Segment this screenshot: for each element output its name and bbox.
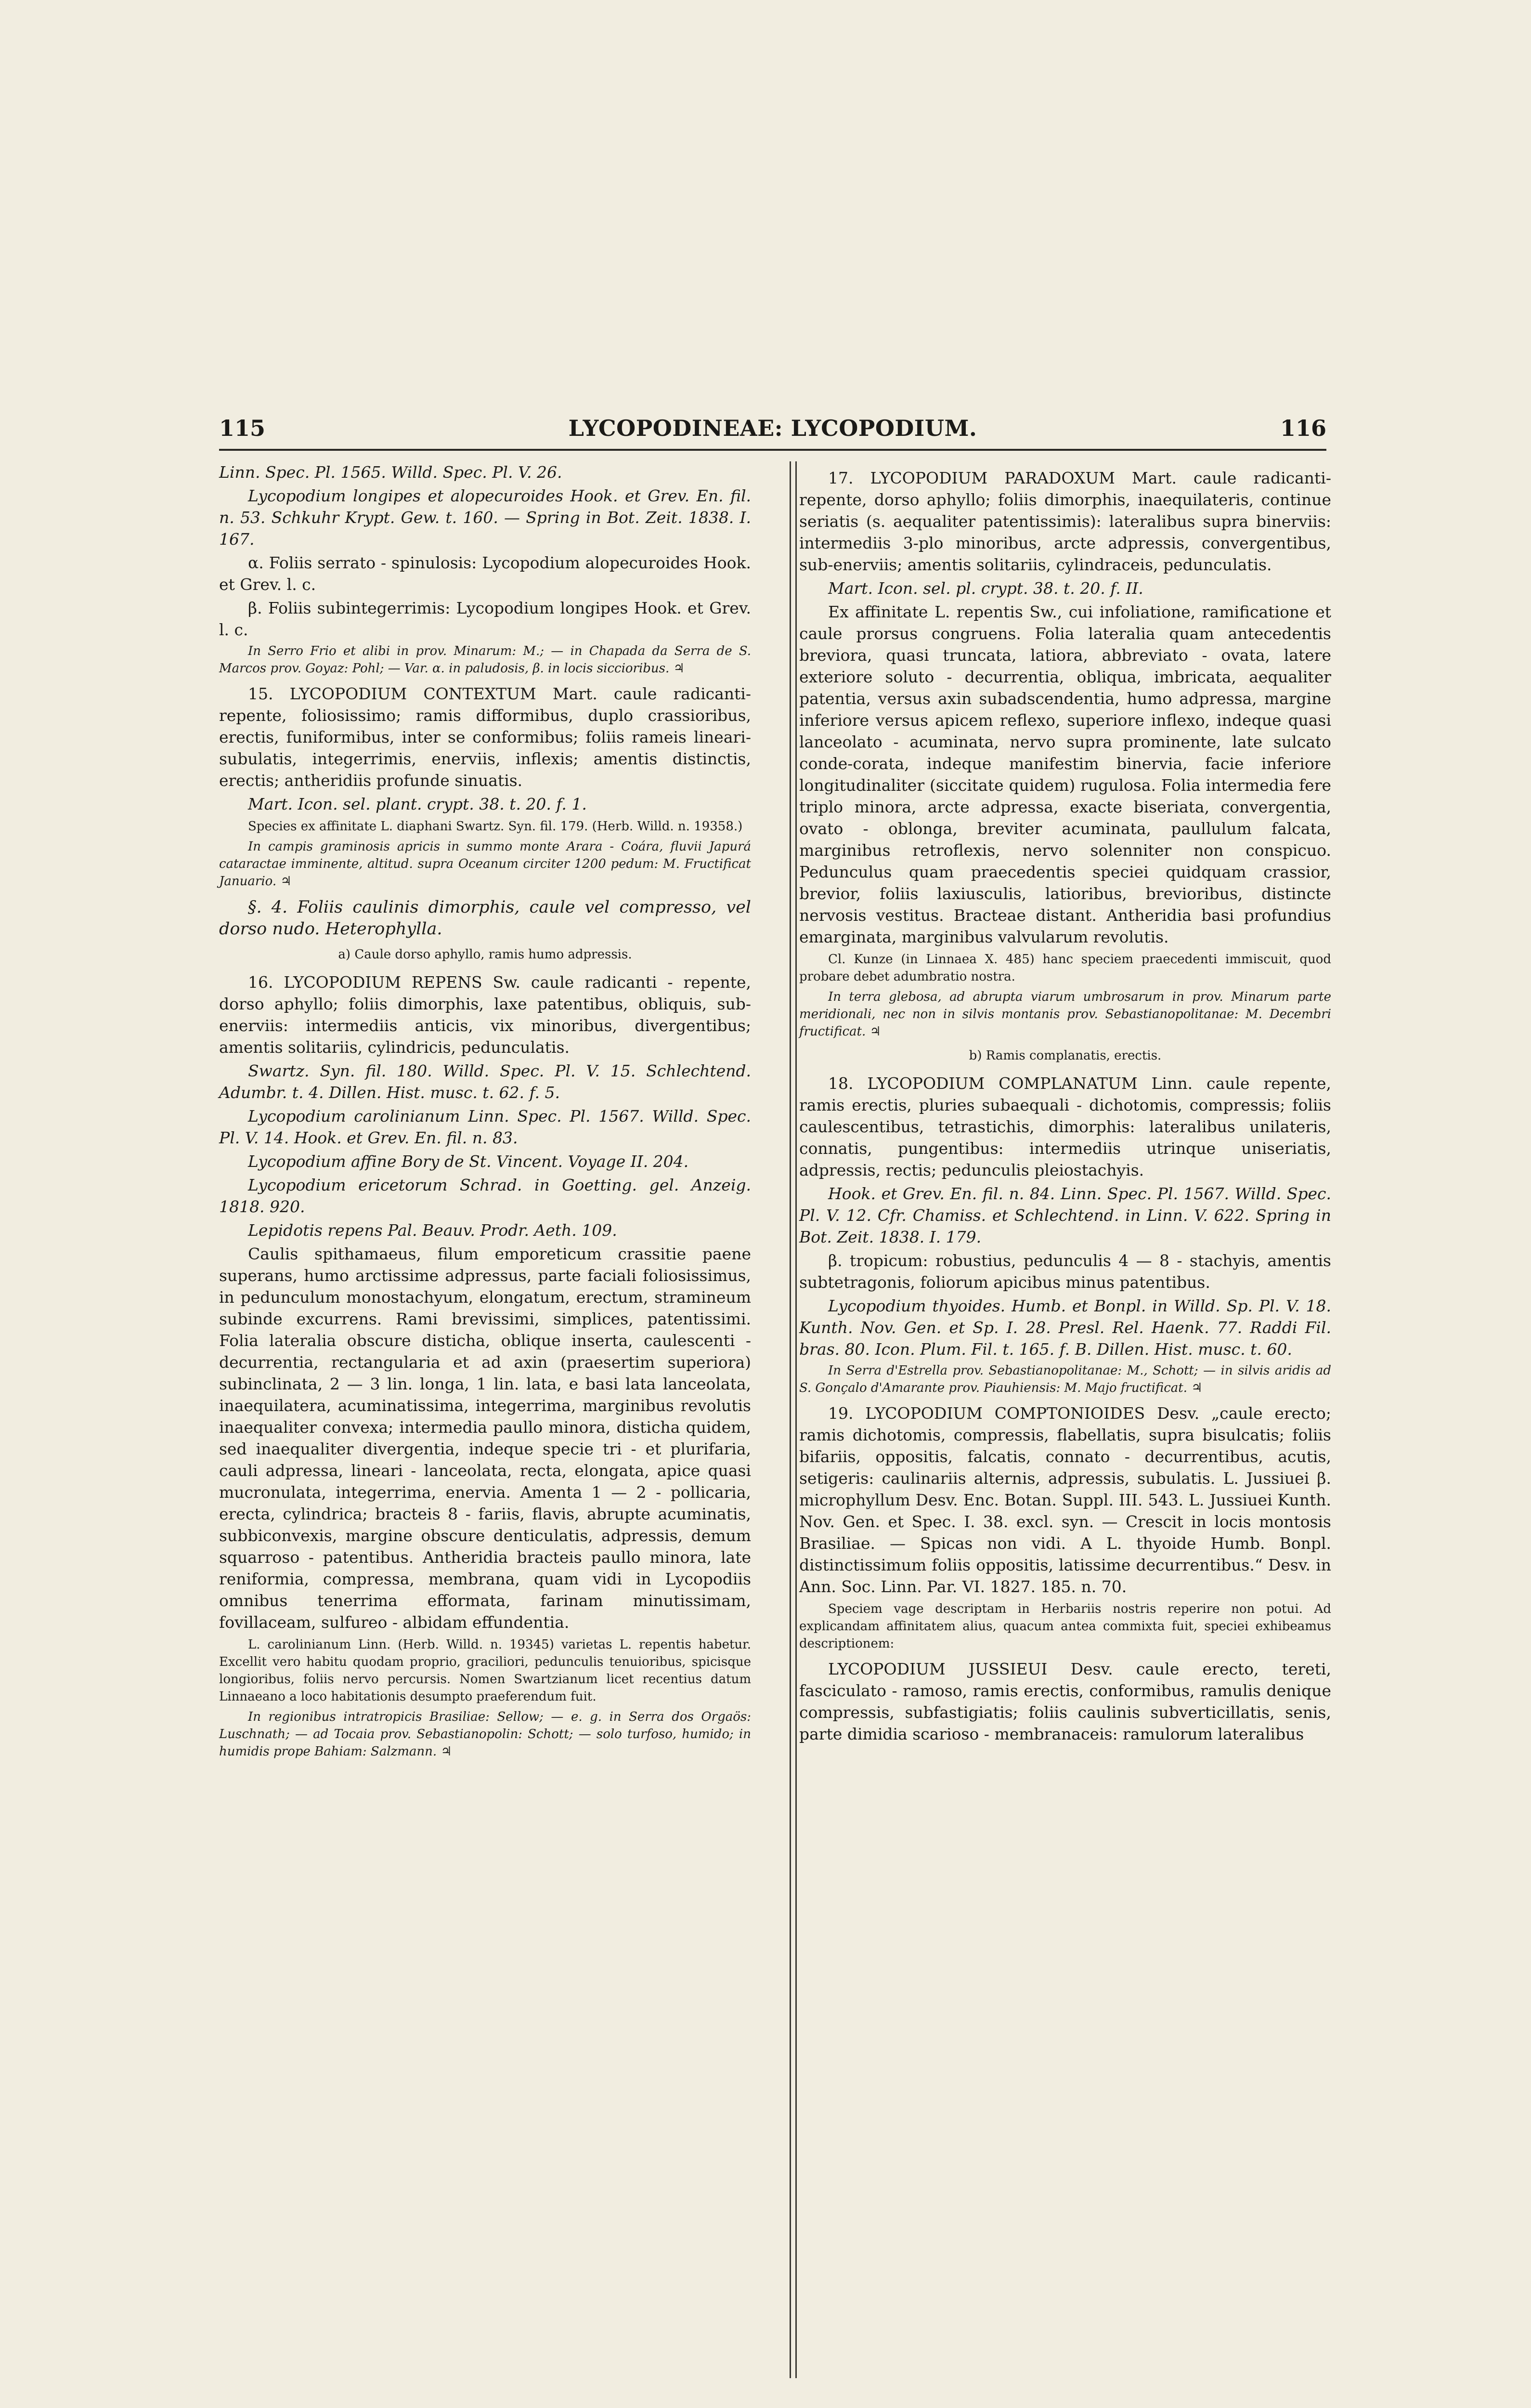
right-column-paragraph: In Serra d'Estrella prov. Sebastianopolitanae: M., Schott; — in silvis aridis ad S. Gonçalo d'Amarante prov. Piauhiensis: M. Majo fructificat. ♃ — [799, 1363, 1331, 1395]
left-column-paragraph: 16. LYCOPODIUM REPENS Sw. caule radicanti - repente, dorso aphyllo; foliis dimorphis, laxe patentibus, obliquis, sub-enerviis: intermediis anticis, vix minoribus, divergentibus; amentis solitariis, cylindricis, pedunculatis. — [219, 973, 751, 1057]
right-column-paragraph: Speciem vage descriptam in Herbariis nostris reperire non potui. Ad explicandam affinitatem alius, quacum antea commixta fuit, speciei exhibeamus descriptionem: — [799, 1602, 1331, 1651]
running-header — [219, 415, 1326, 449]
right-column-paragraph: Lycopodium thyoides. Humb. et Bonpl. in Willd. Sp. Pl. V. 18. Kunth. Nov. Gen. et Sp. I. 28. Presl. Rel. Haenk. 77. Raddi Fil. bras. 80. Icon. Plum. Fil. t. 165. f. B. Dillen. Hist. musc. t. 60. — [799, 1296, 1331, 1359]
page-number-right: 116 — [1280, 415, 1326, 441]
left-column-paragraph: Lepidotis repens Pal. Beauv. Prodr. Aeth. 109. — [248, 1221, 617, 1240]
left-column-paragraph: β. Foliis subintegerrimis: Lycopodium longipes Hook. et Grev. l. c. — [219, 599, 751, 639]
left-column-paragraph: Lycopodium carolinianum Linn. Spec. Pl. 1567. Willd. Spec. Pl. V. 14. Hook. et Grev. En. fil. n. 83. — [219, 1107, 751, 1147]
left-column-paragraph: Lycopodium ericetorum Schrad. in Goetting. gel. Anzeig. 1818. 920. — [219, 1176, 751, 1216]
left-column-paragraph: Mart. Icon. sel. plant. crypt. 38. t. 20. f. 1. — [248, 795, 587, 813]
left-column-paragraph: L. carolinianum Linn. (Herb. Willd. n. 19345) varietas L. repentis habetur. Excellit vero habitu quodam proprio, graciliori, pedunculis tenuioribus, spicisque longioribus, foliis nervo percursis. Nomen Swartzianum licet recentius datum Linnaeano a loco habitationis desumpto praeferendum fuit. — [219, 1637, 751, 1704]
left-column-paragraph: In Serro Frio et alibi in prov. Minarum: M.; — in Chapada da Serra de S. Marcos prov. Goyaz: Pohl; — Var. α. in paludosis, β. in locis siccioribus. ♃ — [219, 644, 751, 676]
column-divider — [790, 461, 797, 2378]
right-column-paragraph: Hook. et Grev. En. fil. n. 84. Linn. Spec. Pl. 1567. Willd. Spec. Pl. V. 12. Cfr. Chamiss. et Schlechtend. in Linn. V. 622. Spring in Bot. Zeit. 1838. I. 179. — [799, 1184, 1331, 1246]
right-column-paragraph: β. tropicum: robustius, pedunculis 4 — 8 - stachyis, amentis subtetragonis, foliorum apicibus minus patentibus. — [799, 1251, 1331, 1292]
page-number-left: 115 — [219, 415, 266, 441]
right-column-paragraph: 19. LYCOPODIUM COMPTONIOIDES Desv. „caule erecto; ramis dichotomis, compressis, flabellatis, supra bisulcatis; foliis bifariis, oppositis, falcatis, connato - decurrentibus, acutis, setigeris: caulinariis alternis, adpressis, subulatis. L. Jussiuei β. microphyllum Desv. Enc. Botan. Suppl. III. 543. L. Jussiuei Kunth. Nov. Gen. et Spec. I. 38. excl. syn. — Crescit in locis montosis Brasiliae. — Spicas non vidi. A L. thyoide Humb. Bonpl. distinctissimum foliis oppositis, latissime decurrentibus.“ Desv. in Ann. Soc. Linn. Par. VI. 1827. 185. n. 70. — [799, 1404, 1331, 1596]
left-column-paragraph: Lycopodium longipes et alopecuroides Hook. et Grev. En. fil. n. 53. Schkuhr Krypt. Gew. t. 160. — Spring in Bot. Zeit. 1838. I. 167. — [219, 486, 751, 549]
left-column-paragraph: α. Foliis serrato - spinulosis: Lycopodium alopecuroides Hook. et Grev. l. c. — [219, 553, 751, 594]
right-column-paragraph: Mart. Icon. sel. pl. crypt. 38. t. 20. f. II. — [828, 579, 1143, 598]
left-column-paragraph: a) Caule dorso aphyllo, ramis humo adpressis. — [338, 947, 632, 962]
right-column-paragraph: b) Ramis complanatis, erectis. — [969, 1048, 1162, 1063]
left-column-paragraph: In regionibus intratropicis Brasiliae: Sellow; — e. g. in Serra dos Orgaös: Luschnath; — ad Tocaia prov. Sebastianopolin: Schott; — solo turfoso, humido; in humidis prope Bahiam: Salzmann. ♃ — [219, 1710, 751, 1759]
right-column-paragraph: 17. LYCOPODIUM PARADOXUM Mart. caule radicanti-repente, dorso aphyllo; foliis dimorphis, inaequilateris, continue seriatis (s. aequaliter patentissimis): lateralibus supra binerviis: intermediis 3-plo minoribus, arcte adpressis, convergentibus, sub-enerviis; amentis solitariis, cylindraceis, pedunculatis. — [799, 469, 1331, 574]
left-column-paragraph: Swartz. Syn. fil. 180. Willd. Spec. Pl. V. 15. Schlechtend. Adumbr. t. 4. Dillen. Hist. musc. t. 62. f. 5. — [219, 1061, 751, 1102]
header-rule — [219, 449, 1326, 451]
left-column-paragraph: Caulis spithamaeus, filum emporeticum crassitie paene superans, humo arctissime adpressus, parte faciali foliosissimus, in pedunculum monostachyum, elongatum, erectum, stramineum subinde excurrens. Rami brevissimi, simplices, patentissimi. Folia lateralia obscure disticha, oblique inserta, caulescenti - decurrentia, rectangularia et ad axin (praesertim superiora) subinclinata, 2 — 3 lin. longa, 1 lin. lata, e basi lata lanceolata, inaequilatera, acuminatissima, integerrima, marginibus revolutis inaequaliter convexa; intermedia paullo minora, disticha quidem, sed inaequaliter divergentia, indeque specie tri - et plurifaria, cauli adpressa, lineari - lanceolata, recta, elongata, apice quasi mucronulata, integerrima, enervia. Amenta 1 — 2 - pollicaria, erecta, cylindrica; bracteis 8 - fariis, flavis, abrupte acuminatis, subbiconvexis, margine obscure denticulatis, adpressis, demum squarroso - patentibus. Antheridia bracteis paullo minora, late reniformia, compressa, membrana, quam vidi in Lycopodiis omnibus tenerrima efformata, farinam minutissimam, fovillaceam, sulfureo - albidam effundentia. — [219, 1244, 751, 1632]
right-column-paragraph: Cl. Kunze (in Linnaea X. 485) hanc speciem praecedenti immiscuit, quod probare debet adumbratio nostra. — [799, 952, 1331, 984]
left-column-paragraph: Lycopodium affine Bory de St. Vincent. Voyage II. 204. — [248, 1152, 689, 1171]
right-column — [799, 461, 1331, 1747]
right-column-paragraph: Ex affinitate L. repentis Sw., cui infoliatione, ramificatione et caule prorsus congruens. Folia lateralia quam antecedentis breviora, quasi truncata, latiora, abbreviato - ovata, latere exteriore soluto - decurrentia, obliqua, imbricata, aequaliter patentia, versus axin subadscendentia, humo adpressa, margine inferiore versus apicem reflexo, superiore inflexo, indeque quasi lanceolato - acuminata, nervo supra prominente, late sulcato conde-corata, indeque manifestim binervia, facie inferiore longitudinaliter (siccitate quidem) rugulosa. Folia intermedia fere triplo minora, arcte adpressa, exacte biseriata, convergentia, ovato - oblonga, breviter acuminata, paullulum falcata, marginibus retroflexis, nervo solenniter non conspicuo. Pedunculus quam praecedentis speciei quidquam crassior, brevior, foliis laxiusculis, latioribus, brevioribus, distincte nervosis vestitus. Bracteae distant. Antheridia basi profundius emarginata, marginibus valvularum revolutis. — [799, 602, 1331, 946]
left-column-paragraph: In campis graminosis apricis in summo monte Arara - Coára, fluvii Japurá cataractae imminente, altitud. supra Oceanum circiter 1200 pedum: M. Fructificat Januario. ♃ — [219, 839, 751, 889]
running-title: LYCOPODINEAE: LYCOPODIUM. — [568, 415, 977, 441]
right-column-paragraph: 18. LYCOPODIUM COMPLANATUM Linn. caule repente, ramis erectis, pluries subaequali - dichotomis, compressis; foliis caulescentibus, tetrastichis, dimorphis: lateralibus unilateris, connatis, pungentibus: intermediis utrinque uniseriatis, adpressis, rectis; pedunculis pleiostachyis. — [799, 1074, 1331, 1179]
left-column — [219, 461, 751, 1765]
right-column-paragraph: LYCOPODIUM JUSSIEUI Desv. caule erecto, tereti, fasciculato - ramoso, ramis erectis, conformibus, ramulis denique compressis, subfastigiatis; foliis caulinis subverticillatis, senis, parte dimidia scarioso - membranaceis: ramulorum lateralibus — [799, 1660, 1331, 1743]
left-column-paragraph: §. 4. Foliis caulinis dimorphis, caule vel compresso, vel dorso nudo. Heterophylla. — [219, 898, 751, 939]
left-column-paragraph: Species ex affinitate L. diaphani Swartz. Syn. fil. 179. (Herb. Willd. n. 19358.) — [248, 819, 743, 834]
left-column-paragraph: Linn. Spec. Pl. 1565. Willd. Spec. Pl. V. 26. — [219, 463, 562, 482]
right-column-paragraph: In terra glebosa, ad abrupta viarum umbrosarum in prov. Minarum parte meridionali, nec non in silvis montanis prov. Sebastianopolitanae: M. Decembri fructificat. ♃ — [799, 990, 1331, 1039]
left-column-paragraph: 15. LYCOPODIUM CONTEXTUM Mart. caule radicanti-repente, foliosissimo; ramis difformibus, duplo crassioribus, erectis, funiformibus, inter se conformibus; foliis rameis lineari-subulatis, integerrimis, enerviis, inflexis; amentis distinctis, erectis; antheridiis profunde sinuatis. — [219, 684, 751, 790]
